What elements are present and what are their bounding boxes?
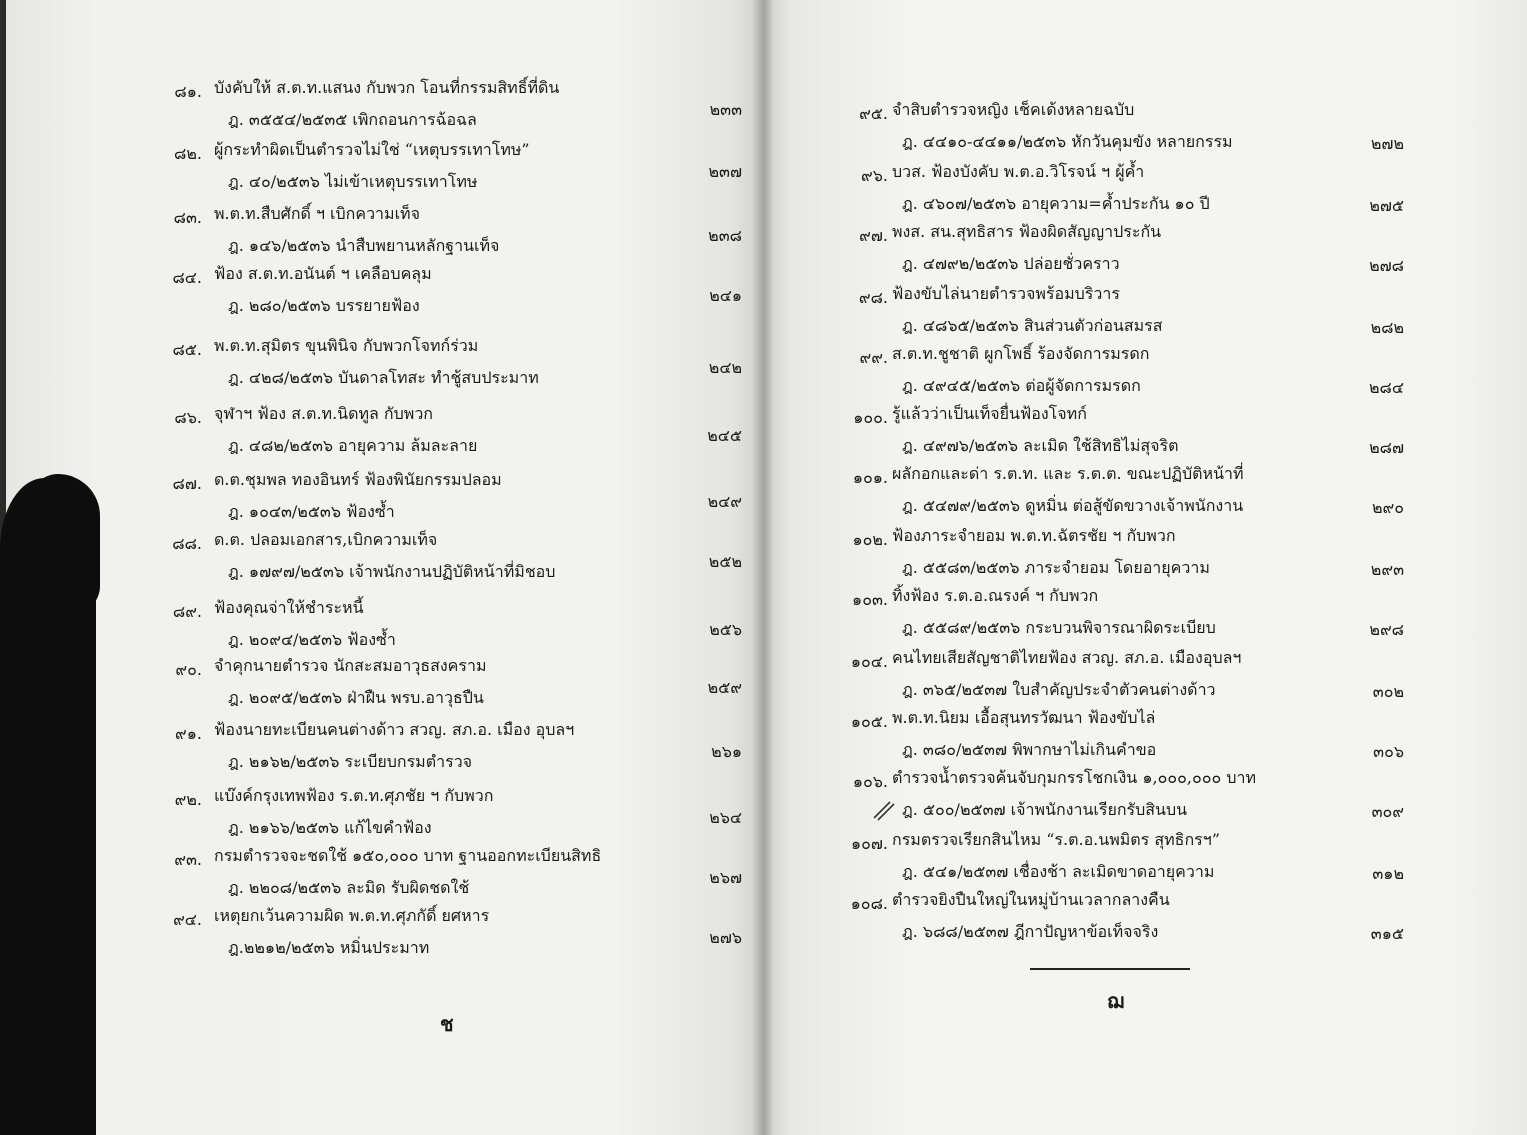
toc-entry [6,846,762,908]
toc-entry [6,470,762,532]
entry-number: ๙๓. [174,850,202,869]
entry-number: ๙๐. [175,660,202,679]
toc-entry [762,284,1527,346]
entry-reference: ฎ. ๔๒๘/๒๕๓๖ บันดาลโทสะ ทำชู้สบประมาท [228,368,539,387]
entry-reference: ฎ. ๑๗๙๗/๒๕๓๖ เจ้าพนักงานปฏิบัติหน้าที่มิชอบ [228,562,556,581]
entry-title: ด.ต.ชุมพล ทองอินทร์ ฟ้องพินัยกรรมปลอม [214,470,502,489]
toc-entry [6,906,762,968]
entry-page-number: ๒๕๖ [709,620,742,639]
toc-entry [762,830,1527,892]
entry-page-number: ๒๓๘ [708,226,742,245]
entry-reference: ฎ. ๕๔๑/๒๕๓๗ เชื่องช้า ละเมิดขาดอายุความ [902,862,1215,881]
entry-page-number: ๒๕๒ [708,552,742,571]
entry-reference: ฎ. ๔๗๙๒/๒๕๓๖ ปล่อยชั่วคราว [902,254,1120,273]
entry-reference: ฎ. ๒๐๙๕/๒๕๓๖ ฝ่าฝืน พรบ.อาวุธปืน [228,688,484,707]
entry-page-number: ๒๖๔ [709,808,742,827]
toc-entry [762,648,1527,710]
entry-title: พ.ต.ท.สุมิตร ขุนพินิจ กับพวกโจทก์ร่วม [214,336,479,355]
entry-reference: ฎ.๒๒๑๒/๒๕๓๖ หมิ่นประมาท [228,938,430,957]
toc-entry [6,786,762,848]
entry-page-number: ๒๖๗ [709,868,742,887]
entry-page-number: ๒๗๕ [1369,196,1404,215]
entry-page-number: ๒๙๓ [1370,560,1404,579]
entry-title: กรมตำรวจจะชดใช้ ๑๕๐,๐๐๐ บาท ฐานออกทะเบียนสิทธิ [214,846,602,865]
entry-page-number: ๓๑๒ [1372,864,1404,883]
entry-page-number: ๒๓๗ [708,162,742,181]
entry-reference: ฎ. ๔๖๐๗/๒๕๓๖ อายุความ=ค้ำประกัน ๑๐ ปี [902,194,1210,213]
entry-reference: ฎ. ๕๕๘๓/๒๕๓๖ ภาระจำยอม โดยอายุความ [902,558,1210,577]
entry-title: ตำรวจยิงปืนใหญ่ในหมู่บ้านเวลากลางคืน [892,890,1170,909]
toc-entry [6,140,762,202]
entry-reference: ฎ. ๕๐๐/๒๕๓๗ เจ้าพนักงานเรียกรับสินบน [902,800,1188,819]
entry-title: ตำรวจน้ำตรวจค้นจับกุมกรรโชกเงิน ๑,๐๐๐,๐๐๐ บาท [892,768,1257,787]
entry-title: ผลักอกและด่า ร.ต.ท. และ ร.ต.ต. ขณะปฏิบัติหน้าที่ [892,464,1244,483]
toc-entry [6,78,762,140]
toc-entry [6,530,762,592]
entry-reference: ฎ. ๔๐/๒๕๓๖ ไม่เข้าเหตุบรรเทาโทษ [228,172,478,191]
entry-page-number: ๓๐๙ [1371,802,1404,821]
page-footer-letter: ฌ [1107,989,1125,1013]
book-gutter [752,0,774,1135]
entry-title: จำสิบตำรวจหญิง เช็คเด้งหลายฉบับ [892,100,1135,119]
entry-page-number: ๒๕๙ [707,678,742,697]
entry-page-number: ๒๖๑ [711,742,742,761]
entry-title: ฟ้องคุณจ่าให้ชำระหนี้ [214,598,364,617]
entry-title: พ.ต.ท.นิยม เอื้อสุนทรวัฒนา ฟ้องขับไล่ [892,708,1156,727]
footer-divider [1030,968,1190,970]
entry-number: ๑๐๗. [850,834,888,853]
toc-entry [762,344,1527,406]
entry-reference: ฎ. ๒๒๐๘/๒๕๓๖ ละมิด รับผิดชดใช้ [228,878,470,897]
toc-entry [762,526,1527,588]
toc-entry [6,264,762,326]
toc-entry [6,336,762,398]
entry-reference: ฎ. ๑๔๖/๒๕๓๖ นำสืบพยานหลักฐานเท็จ [228,236,500,255]
entry-reference: ฎ. ๕๔๗๙/๒๕๓๖ ดูหมิ่น ต่อสู้ขัดขวางเจ้าพนักงาน [902,496,1244,515]
entry-title: จำคุกนายตำรวจ นักสะสมอาวุธสงคราม [214,656,487,675]
entry-reference: ฎ. ๕๕๘๙/๒๕๓๖ กระบวนพิจารณาผิดระเบียบ [902,618,1216,637]
entry-number: ๘๗. [172,474,202,493]
entry-title: ฟ้องภาระจำยอม พ.ต.ท.ฉัตรชัย ฯ กับพวก [892,526,1176,545]
entry-reference: ฎ. ๖๘๘/๒๕๓๗ ฎีกาปัญหาข้อเท็จจริง [902,922,1159,941]
entry-reference: ฎ. ๔๔๑๐-๔๔๑๑/๒๕๓๖ หักวันคุมขัง หลายกรรม [902,132,1233,151]
entry-number: ๘๓. [173,208,202,227]
entry-page-number: ๒๔๕ [707,426,742,445]
entry-number: ๑๐๒. [852,530,888,549]
entry-page-number: ๒๔๙ [707,492,742,511]
entry-reference: ฎ. ๓๘๐/๒๕๓๗ พิพากษาไม่เกินคำขอ [902,740,1157,759]
entry-title: พ.ต.ท.สืบศักดิ์ ฯ เบิกความเท็จ [214,204,420,223]
entry-title: พงส. สน.สุทธิสาร ฟ้องผิดสัญญาประกัน [892,222,1162,241]
entry-page-number: ๒๙๘ [1369,620,1404,639]
entry-number: ๘๘. [172,534,202,553]
entry-number: ๑๐๘. [850,894,888,913]
entry-reference: ฎ. ๑๐๔๓/๒๕๓๖ ฟ้องซ้ำ [228,502,395,521]
entry-title: ด.ต. ปลอมเอกสาร,เบิกความเท็จ [214,530,438,549]
entry-page-number: ๒๔๑ [709,286,742,305]
entry-number: ๙๖. [861,166,888,185]
toc-entry [762,890,1527,952]
entry-page-number: ๒๙๐ [1371,498,1404,517]
entry-page-number: ๒๘๗ [1369,438,1404,457]
entry-reference: ฎ. ๒๐๙๔/๒๕๓๖ ฟ้องซ้ำ [228,630,396,649]
entry-reference: ฎ. ๔๙๗๖/๒๕๓๖ ละเมิด ใช้สิทธิไม่สุจริต [902,436,1179,455]
entry-page-number: ๒๔๒ [708,358,742,377]
entry-page-number: ๒๘๒ [1370,318,1404,337]
toc-entry [6,404,762,466]
entry-title: บวส. ฟ้องบังคับ พ.ต.อ.วิโรจน์ ฯ ผู้ค้ำ [892,162,1145,181]
toc-entry [762,586,1527,648]
entry-title: จุฬาฯ ฟ้อง ส.ต.ท.นิดทูล กับพวก [214,404,433,423]
entry-reference: ฎ. ๔๙๔๕/๒๕๓๖ ต่อผู้จัดการมรดก [902,376,1141,395]
entry-title: บังคับให้ ส.ต.ท.แสนง กับพวก โอนที่กรรมสิทธิ์ที่ดิน [214,78,560,97]
entry-number: ๙๑. [175,724,202,743]
entry-number: ๙๔. [173,910,202,929]
entry-title: ฟ้อง ส.ต.ท.อนันต์ ฯ เคลือบคลุม [214,264,432,283]
toc-entry [762,100,1527,162]
entry-title: คนไทยเสียสัญชาติไทยฟ้อง สวญ. สภ.อ. เมืองอุบลฯ [892,648,1242,667]
left-page [6,0,762,1135]
toc-entry [762,222,1527,284]
toc-entry [6,204,762,266]
entry-title: ฟ้องนายทะเบียนคนต่างด้าว สวญ. สภ.อ. เมือง อุบลฯ [214,720,575,739]
toc-entry [6,598,762,660]
entry-number: ๙๙. [859,348,888,367]
finger-shadow [0,478,96,1135]
toc-entry [6,720,762,782]
entry-page-number: ๒๗๘ [1369,256,1404,275]
entry-number: ๘๙. [172,602,202,621]
entry-number: ๑๐๖. [852,772,888,791]
entry-reference: ฎ. ๒๘๐/๒๕๓๖ บรรยายฟ้อง [228,296,420,315]
toc-entry [762,404,1527,466]
entry-reference: ฎ. ๓๖๕/๒๕๓๗ ใบสำคัญประจำตัวคนต่างด้าว [902,680,1216,699]
entry-title: ส.ต.ท.ชูชาติ ผูกโพธิ์ ร้องจัดการมรดก [892,344,1150,363]
entry-number: ๙๗. [859,226,888,245]
entry-reference: ฎ. ๔๘๒/๒๕๓๖ อายุความ ล้มละลาย [228,436,478,455]
entry-page-number: ๓๑๕ [1370,924,1404,943]
entry-number: ๑๐๑. [852,468,888,487]
entry-number: ๙๕. [859,104,888,123]
entry-reference: ฎ. ๒๑๖๖/๒๕๓๖ แก้ไขคำฟ้อง [228,818,432,837]
entry-page-number: ๓๐๒ [1372,682,1404,701]
entry-number: ๙๘. [858,288,888,307]
right-page [762,0,1527,1135]
toc-entry [762,708,1527,770]
page-footer-letter: ช [440,1012,454,1036]
pen-tick-mark-icon [872,798,896,822]
toc-entry [6,656,762,718]
entry-number: ๘๔. [172,268,202,287]
entry-number: ๘๑. [174,82,202,101]
entry-page-number: ๓๐๖ [1373,742,1404,761]
entry-title: ผู้กระทำผิดเป็นตำรวจไม่ใช่ “เหตุบรรเทาโทษ” [214,140,530,159]
entry-number: ๘๒. [174,144,202,163]
toc-entry [762,162,1527,224]
entry-number: ๑๐๓. [852,590,888,609]
entry-reference: ฎ. ๔๘๖๕/๒๕๓๖ สินส่วนตัวก่อนสมรส [902,316,1163,335]
entry-number: ๑๐๕. [850,712,888,731]
entry-number: ๑๐๐. [853,408,888,427]
entry-page-number: ๒๓๓ [709,100,742,119]
entry-reference: ฎ. ๓๕๕๔/๒๕๓๕ เพิกถอนการฉ้อฉล [228,110,477,129]
toc-entry [762,464,1527,526]
entry-title: เหตุยกเว้นความผิด พ.ต.ท.ศุภกัดิ์ ยศหาร [214,906,490,925]
entry-page-number: ๒๗๖ [709,928,742,947]
entry-page-number: ๒๗๒ [1370,134,1404,153]
entry-title: กรมตรวจเรียกสินไหม “ร.ต.อ.นพมิตร สุทธิกรฯ” [892,830,1220,849]
entry-title: แบ๊งค์กรุงเทพฟ้อง ร.ต.ท.ศุภชัย ฯ กับพวก [214,786,494,805]
entry-number: ๘๕. [172,340,202,359]
entry-number: ๑๐๔. [850,652,888,671]
entry-reference: ฎ. ๒๑๖๒/๒๕๓๖ ระเบียบกรมตำรวจ [228,752,473,771]
entry-page-number: ๒๘๔ [1369,378,1404,397]
entry-title: ฟ้องขับไล่นายตำรวจพร้อมบริวาร [892,284,1120,303]
entry-title: รู้แล้วว่าเป็นเท็จยื่นฟ้องโจทก์ [892,404,1087,423]
entry-number: ๙๒. [174,790,202,809]
entry-title: ทิ้งฟ้อง ร.ต.อ.ณรงค์ ฯ กับพวก [892,586,1099,605]
entry-number: ๘๖. [174,408,202,427]
